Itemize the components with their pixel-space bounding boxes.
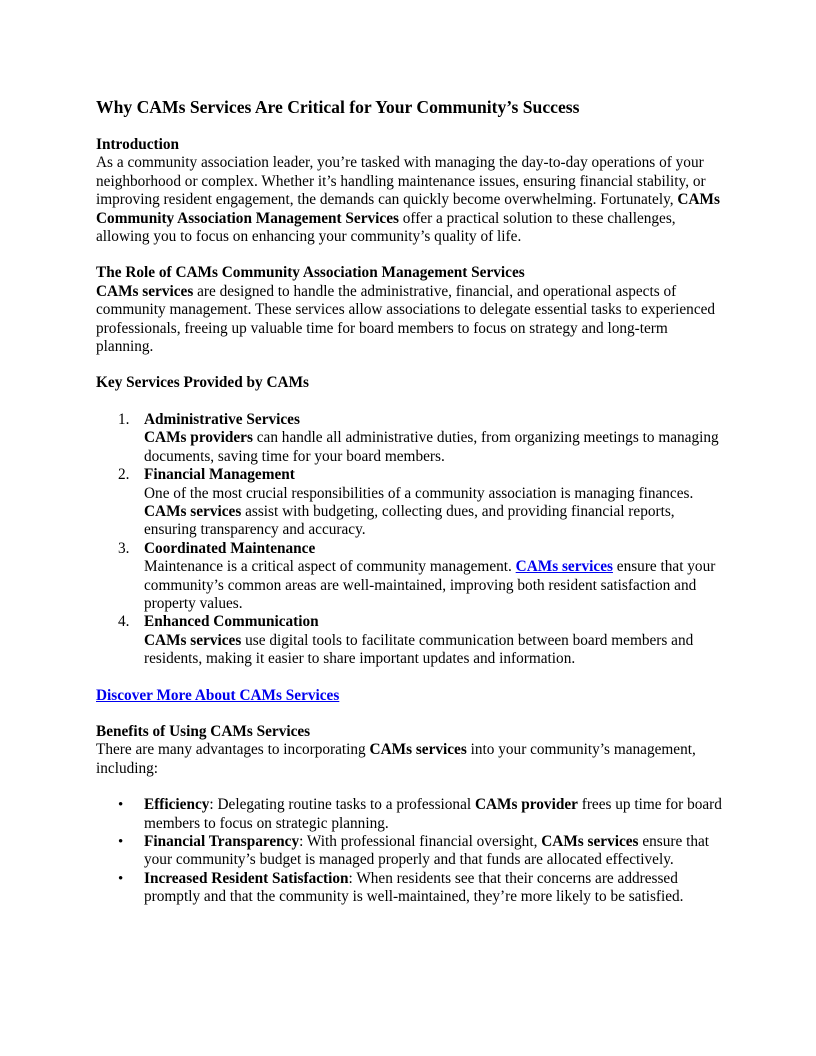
intro-text-a: As a community association leader, you’re tasked with managing the day-to-day operations of your neighborhood or complex. Whether it’s handling maintenance issues, ensuring financial stability, or improving resident engagement, the demands can quickly become overwhelming. Fortunately, (96, 154, 706, 209)
benefits-section (96, 723, 726, 907)
bullet-icon: • (118, 834, 124, 850)
benefit-text: : Delegating routine tasks to a professional (209, 796, 475, 814)
role-bold: CAMs services (96, 282, 194, 300)
intro-heading: Introduction (96, 136, 180, 153)
discover-section (96, 687, 726, 705)
benefits-intro-a: There are many advantages to incorporating (96, 741, 370, 759)
list-item-bold: CAMs providers (144, 429, 253, 447)
benefits-heading: Benefits of Using CAMs Services (96, 722, 311, 740)
benefits-list (96, 796, 726, 906)
bullet-icon: • (118, 797, 124, 814)
list-item-body (144, 503, 726, 540)
benefit-term: Increased Resident Satisfaction (144, 869, 349, 887)
benefit-term: Efficiency (144, 796, 210, 814)
role-section (96, 264, 726, 356)
key-services-heading: Key Services Provided by CAMs (96, 374, 309, 392)
list-number: 4. (118, 613, 130, 631)
benefit-term: Financial Transparency (144, 833, 300, 850)
key-services-list (96, 411, 726, 669)
discover-more-link[interactable]: Discover More About CAMs Services (96, 686, 340, 704)
list-item-text: use digital tools to facilitate communication between board members and residents, making it easier to share important updates and information. (144, 631, 694, 668)
list-item (96, 796, 726, 833)
list-item-text: assist with budgeting, collecting dues, and providing financial reports, ensuring transparency and accuracy. (144, 502, 675, 539)
list-item (96, 613, 726, 668)
page-title: Why CAMs Services Are Critical for Your Community’s Success (96, 97, 580, 117)
benefits-intro-bold: CAMs services (369, 741, 467, 759)
intro-section (96, 136, 726, 246)
list-item-title: Coordinated Maintenance (144, 539, 316, 557)
role-heading: The Role of CAMs Community Association Management Services (96, 264, 525, 282)
cams-services-link[interactable]: CAMs services (515, 558, 613, 576)
list-item-body (144, 632, 726, 669)
intro-text-b: offer a practical solution to these challenges, allowing you to focus on enhancing your community’s quality of life. (96, 209, 676, 246)
list-item (96, 540, 726, 614)
list-number: 3. (118, 539, 130, 557)
benefit-bold: CAMs provider (474, 796, 578, 814)
intro-bold: CAMs Community Association Management Services (96, 191, 720, 227)
benefit-text: frees up time for board members to focus on strategic planning. (144, 796, 722, 832)
list-item (96, 411, 726, 466)
document-page (96, 96, 726, 925)
list-item-text: Maintenance is a critical aspect of community management. (144, 558, 516, 576)
list-item-text: ensure that your community’s common areas are well-maintained, improving both resident satisfaction and property values. (144, 558, 716, 612)
benefit-bold: CAMs services (541, 833, 639, 850)
list-item (96, 870, 726, 907)
bullet-icon: • (118, 870, 124, 887)
list-number: 1. (118, 410, 130, 428)
intro-paragraph (96, 154, 726, 246)
list-item-title: Financial Management (144, 466, 295, 484)
list-item-bold: CAMs services (144, 631, 242, 649)
list-item (96, 833, 726, 870)
role-text: are designed to handle the administrative, financial, and operational aspects of community management. These services allow associations to delegate essential tasks to experienced professionals, freeing up valuable time for board members to focus on strategy and long-term planning. (96, 282, 716, 356)
list-item-line: One of the most crucial responsibilities of a community association is managing finances. (144, 484, 694, 502)
key-services-section (96, 374, 726, 668)
list-item (96, 466, 726, 540)
benefit-text: : When residents see that their concerns are addressed promptly and that the community is well-maintained, they’re more likely to be satisfied. (144, 869, 684, 906)
list-number: 2. (118, 466, 130, 484)
benefits-intro-b: into your community’s management, including: (96, 741, 696, 777)
list-item-bold: CAMs services (144, 502, 242, 520)
benefit-text: : With professional financial oversight, (299, 833, 542, 850)
benefits-intro (96, 741, 726, 778)
list-item-title: Enhanced Communication (144, 613, 319, 631)
benefit-text: ensure that your community’s budget is managed properly and that funds are allocated effectively. (144, 833, 710, 869)
list-item-title: Administrative Services (144, 410, 300, 428)
list-item-text: can handle all administrative duties, from organizing meetings to managing documents, saving time for your board members. (144, 429, 719, 465)
role-paragraph (96, 283, 726, 357)
list-item-body (144, 558, 726, 613)
list-item-body (144, 429, 726, 466)
